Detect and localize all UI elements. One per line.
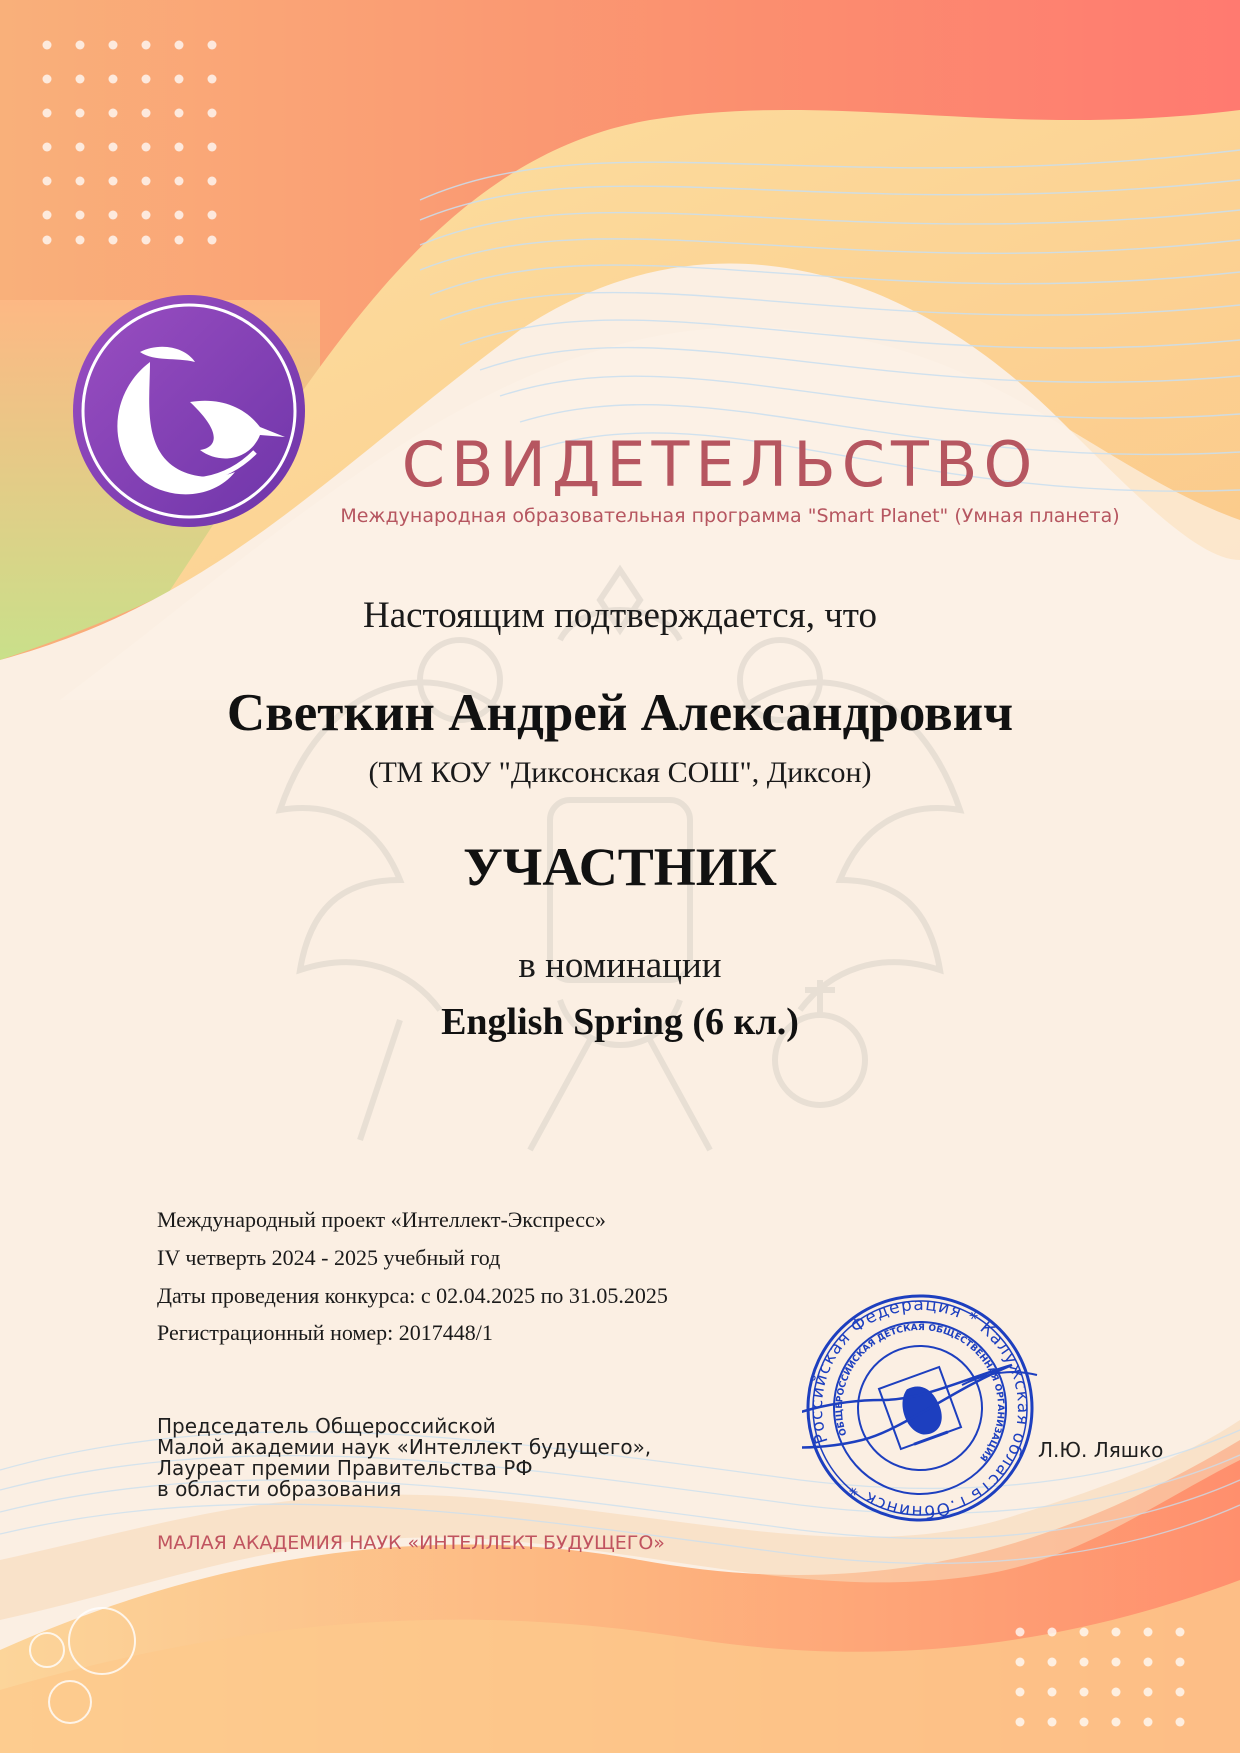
- chairman-line: Председатель Общероссийской: [157, 1414, 496, 1438]
- smart-planet-logo: [70, 292, 308, 530]
- confirmation-text: Настоящим подтверждается, что: [362, 595, 877, 636]
- stamp-inner-text: ОБЩЕРОССИЙСКАЯ ДЕТСКАЯ ОБЩЕСТВЕННАЯ ОРГАНИЗАЦИЯ: [834, 1322, 1006, 1463]
- chairman-line: в области образования: [157, 1477, 402, 1501]
- stamp-outer-text: Российская Федерация * Калужская область г.Обнинск *: [806, 1294, 1034, 1522]
- nomination-label: в номинации: [518, 945, 722, 986]
- chairman-line: Малой академии наук «Интеллект будущего»,: [157, 1435, 652, 1459]
- signer-name: Л.Ю. Ляшко: [1038, 1438, 1164, 1462]
- certificate-title: СВИДЕТЕЛЬСТВО: [401, 428, 1039, 501]
- detail-period: IV четверть 2024 - 2025 учебный год: [157, 1245, 501, 1270]
- nomination-value: English Spring (6 кл.): [441, 1001, 799, 1043]
- chairman-title: [157, 1416, 651, 1500]
- program-subtitle: Международная образовательная программа "Smart Planet" (Умная планета): [340, 505, 1120, 527]
- academy-name: МАЛАЯ АКАДЕМИЯ НАУК «ИНТЕЛЛЕКТ БУДУЩЕГО»: [157, 1532, 665, 1554]
- chairman-line: Лауреат премии Правительства РФ: [157, 1456, 533, 1480]
- recipient-organization: (ТМ КОУ "Диксонская СОШ", Диксон): [368, 756, 872, 789]
- detail-dates: Даты проведения конкурса: с 02.04.2025 по 31.05.2025: [157, 1283, 668, 1308]
- official-stamp: [802, 1290, 1038, 1526]
- detail-project: Международный проект «Интеллект-Экспресс»: [157, 1207, 606, 1232]
- detail-registration-number: Регистрационный номер: 2017448/1: [157, 1320, 493, 1345]
- recipient-name: Светкин Андрей Александрович: [226, 684, 1014, 742]
- participant-status: УЧАСТНИК: [463, 837, 777, 897]
